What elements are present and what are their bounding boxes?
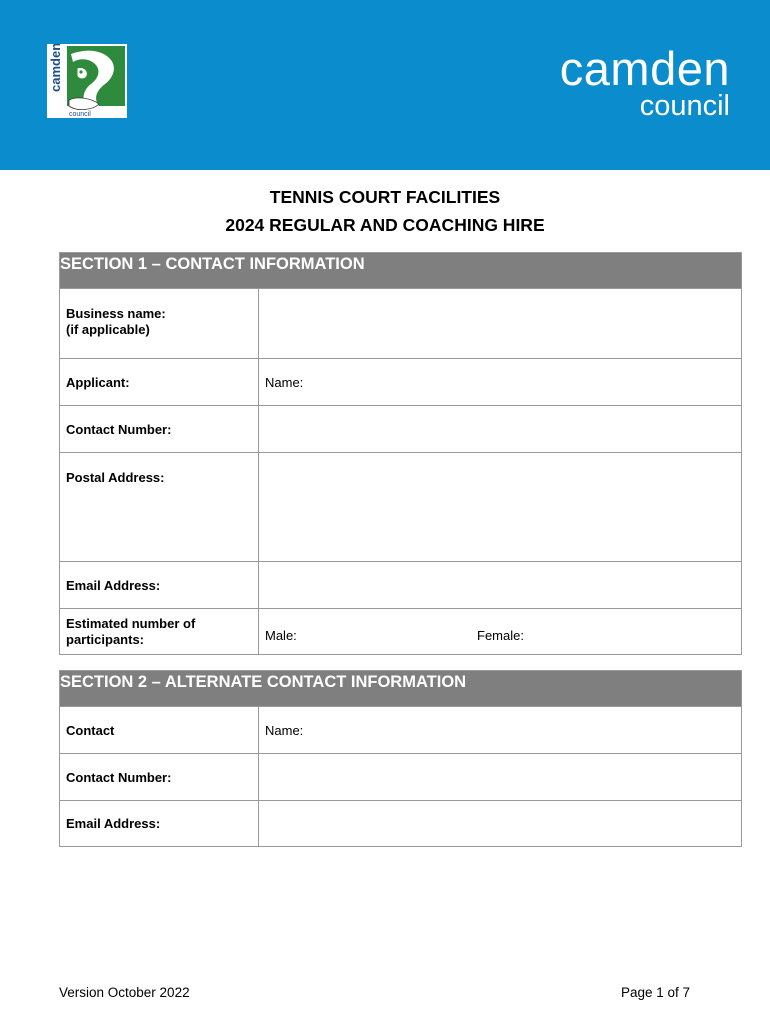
section2-heading: SECTION 2 – ALTERNATE CONTACT INFORMATION — [60, 671, 742, 707]
section1-table — [59, 252, 742, 655]
participants-label — [60, 609, 259, 655]
applicant-name-field[interactable] — [259, 359, 742, 406]
footer-page-number: Page 1 of 7 — [620, 985, 690, 1000]
applicant-label: Applicant: — [60, 359, 259, 406]
male-label: Male: — [265, 628, 297, 643]
document-title-line1: TENNIS COURT FACILITIES — [269, 187, 501, 207]
footer-version: Version October 2022 — [59, 985, 190, 1000]
header-banner — [0, 0, 770, 170]
alternate-contact-number-field[interactable] — [259, 754, 742, 801]
business-name-label-line2: (if applicable) — [66, 322, 150, 337]
document-title-line2: 2024 REGULAR AND COACHING HIRE — [225, 215, 545, 235]
business-name-label — [60, 289, 259, 359]
postal-address-field[interactable] — [259, 453, 742, 562]
logo-text-sub: council — [69, 111, 91, 118]
logo-text-main: camden — [48, 44, 63, 92]
alternate-contact-name-label: Name: — [265, 722, 304, 738]
camden-council-logo — [47, 44, 127, 118]
platypus-logo-icon — [47, 44, 127, 118]
alternate-contact-number-label: Contact Number: — [60, 754, 259, 801]
business-name-label-line1: Business name: — [66, 306, 166, 321]
email-address-field[interactable] — [259, 562, 742, 609]
section2-table — [59, 670, 742, 847]
alternate-email-label: Email Address: — [60, 801, 259, 847]
participants-label-line1: Estimated number of — [66, 615, 196, 631]
business-name-field[interactable] — [259, 289, 742, 359]
participants-label-line2: participants: — [66, 631, 145, 647]
brand-name: camden — [559, 42, 730, 95]
alternate-email-field[interactable] — [259, 801, 742, 847]
email-address-label: Email Address: — [60, 562, 259, 609]
contact-number-label: Contact Number: — [60, 406, 259, 453]
brand-sub: council — [639, 90, 730, 122]
participants-field[interactable] — [259, 609, 742, 655]
postal-address-label: Postal Address: — [60, 453, 259, 562]
alternate-contact-label: Contact — [60, 707, 259, 754]
female-label: Female: — [477, 628, 524, 643]
brand-wordmark — [559, 42, 730, 122]
section1-heading: SECTION 1 – CONTACT INFORMATION — [60, 253, 742, 289]
applicant-name-label: Name: — [265, 374, 304, 390]
contact-number-field[interactable] — [259, 406, 742, 453]
alternate-contact-name-field[interactable] — [259, 707, 742, 754]
